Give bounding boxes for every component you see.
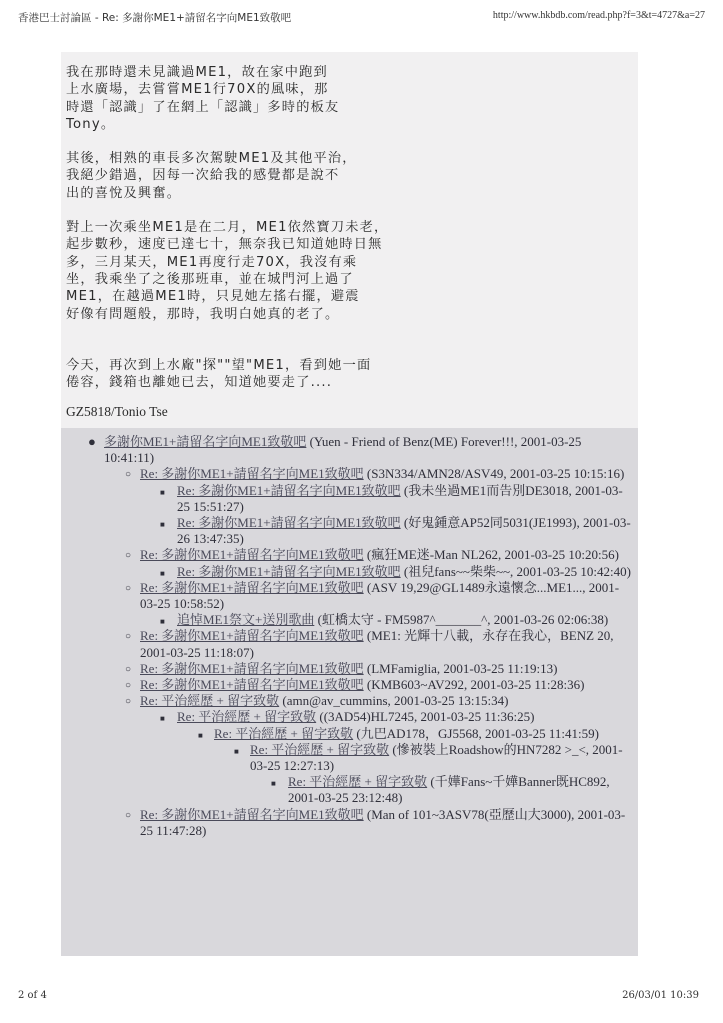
text-line: 時還「認識」了在網上「認識」多時的板友 <box>66 99 340 115</box>
thread-post-link[interactable]: Re: 多謝你ME1+請留名字向ME1致敬吧 <box>177 482 401 498</box>
thread-item <box>61 726 631 742</box>
thread-post-author-date: (ASV 19,29@GL1489永遠懷念...ME1..., 2001-03-25 10:58:52) <box>140 579 620 612</box>
thread-post-author-date: (KMB603~AV292, 2001-03-25 11:28:36) <box>366 677 585 693</box>
text-line: 倦容，錢箱也離她已去，知道她要走了.... <box>66 375 333 391</box>
thread-post-link[interactable]: Re: 平治經歷 + 留字致敬 <box>288 774 428 790</box>
print-datetime: 26/03/01 10:39 <box>622 990 699 1001</box>
thread-list <box>61 434 631 839</box>
thread-item <box>61 580 631 612</box>
thread-item <box>61 434 631 466</box>
text-line: 今天，再次到上水廠"探""望"ME1，看到她一面 <box>66 357 372 373</box>
thread-post-link[interactable]: 多謝你ME1+請留名字向ME1致敬吧 <box>104 434 307 449</box>
circle-bullet-icon: ○ <box>125 550 132 562</box>
thread-item <box>61 564 631 580</box>
paragraph-2 <box>66 150 486 202</box>
thread-post-link[interactable]: Re: 多謝你ME1+請留名字向ME1致敬吧 <box>140 547 364 563</box>
thread-post-author-date: (九巴AD178，GJ5568, 2001-03-25 11:41:59) <box>356 725 599 741</box>
text-line: 起步數秒，速度已達七十，無奈我已知道她時日無 <box>66 237 383 253</box>
text-line: 其後，相熟的車長多次駕駛ME1及其他平治， <box>66 151 357 167</box>
page-header-title: 香港巴士討論區 - Re: 多謝你ME1+請留名字向ME1致敬吧 <box>18 12 292 24</box>
thread-post-link[interactable]: Re: 多謝你ME1+請留名字向ME1致敬吧 <box>140 466 364 482</box>
thread-item <box>61 612 631 628</box>
text-line: 好像有問題般，那時，我明白她真的老了。 <box>66 306 340 322</box>
thread-item <box>61 628 631 660</box>
thread-post-link[interactable]: Re: 多謝你ME1+請留名字向ME1致敬吧 <box>140 628 364 644</box>
square-bullet-icon: ■ <box>234 746 239 756</box>
thread-post-author-date: (虹橋太守 - FM5987^_______^, 2001-03-26 02:06:38) <box>317 612 609 628</box>
thread-item <box>61 693 631 709</box>
thread-post-author-date: (祖兒fans~~柴柴~~, 2001-03-25 10:42:40) <box>403 563 631 579</box>
text-line: ME1，在越過ME1時，只見她左搖右擺，避震 <box>66 289 360 305</box>
thread-post-author-date: (好鬼鍾意AP52同5031(JE1993), 2001-03-26 13:47:35) <box>177 515 631 547</box>
thread-post-author-date: (ME1: 光輝十八載，永存在我心，BENZ 20, 2001-03-25 11:18:07) <box>140 628 614 660</box>
text-line: 對上一次乘坐ME1是在二月，ME1依然寶刀未老， <box>66 220 389 236</box>
square-bullet-icon: ■ <box>198 730 203 740</box>
thread-post-link[interactable]: Re: 多謝你ME1+請留名字向ME1致敬吧 <box>177 515 401 531</box>
thread-post-link[interactable]: Re: 多謝你ME1+請留名字向ME1致敬吧 <box>140 660 364 676</box>
thread-post-link[interactable]: Re: 平治經歷 + 留字致敬 <box>140 693 280 709</box>
thread-item <box>61 807 631 839</box>
thread-item <box>61 515 631 547</box>
thread-post-author-date: (S3N334/AMN28/ASV49, 2001-03-25 10:15:16) <box>366 466 625 482</box>
circle-bullet-icon: ○ <box>125 696 132 708</box>
thread-post-author-date: (amn@av_cummins, 2001-03-25 13:15:34) <box>282 693 509 709</box>
square-bullet-icon: ■ <box>160 487 165 497</box>
thread-item <box>61 483 631 515</box>
square-bullet-icon: ■ <box>160 520 165 530</box>
thread-post-link[interactable]: Re: 多謝你ME1+請留名字向ME1致敬吧 <box>140 677 364 693</box>
text-line: Tony。 <box>66 116 116 132</box>
thread-post-author-date: (瘋狂ME迷-Man NL262, 2001-03-25 10:20:56) <box>366 547 619 563</box>
circle-bullet-icon: ○ <box>125 469 132 481</box>
thread-post-link[interactable]: Re: 平治經歷 + 留字致敬 <box>177 709 317 725</box>
text-line: 我在那時還未見識過ME1，故在家中跑到 <box>66 65 328 80</box>
text-line: 出的喜悅及興奮。 <box>66 185 182 201</box>
circle-bullet-icon: ○ <box>125 680 132 692</box>
text-line: 我絕少錯過，因每一次給我的感覺都是說不 <box>66 168 340 184</box>
circle-bullet-icon: ○ <box>125 663 132 675</box>
disc-bullet-icon: ● <box>88 434 96 449</box>
thread-post-link[interactable]: Re: 多謝你ME1+請留名字向ME1致敬吧 <box>140 579 364 595</box>
thread-post-author-date: (Yuen - Friend of Benz(ME) Forever!!!, 2001-03-25 10:41:11) <box>104 434 582 466</box>
square-bullet-icon: ■ <box>160 617 165 627</box>
paragraph-1 <box>66 64 486 133</box>
page-header-url[interactable]: http://www.hkbdb.com/read.php?f=3&t=4727&a=27 <box>492 10 705 21</box>
thread-post-link[interactable]: Re: 平治經歷 + 留字致敬 <box>214 725 354 741</box>
post-signature: GZ5818/Tonio Tse <box>66 404 168 419</box>
thread-item <box>61 661 631 677</box>
paragraph-4 <box>66 357 486 392</box>
square-bullet-icon: ■ <box>160 568 165 578</box>
text-line: 坐，我乘坐了之後那班車，並在城門河上過了 <box>66 271 354 287</box>
post-body <box>66 64 486 391</box>
thread-post-author-date: (LMFamiglia, 2001-03-25 11:19:13) <box>366 660 558 676</box>
thread-post-author-date: (我未坐過ME1而告別DE3018, 2001-03-25 15:51:27) <box>177 482 623 514</box>
circle-bullet-icon: ○ <box>125 631 132 643</box>
thread-post-author-date: (Man of 101~3ASV78(亞歷山大3000), 2001-03-25 11:47:28) <box>140 806 626 838</box>
thread-item <box>61 774 631 806</box>
thread-post-link[interactable]: Re: 平治經歷 + 留字致敬 <box>250 741 390 757</box>
page-number: 2 of 4 <box>18 990 47 1001</box>
thread-item <box>61 677 631 693</box>
square-bullet-icon: ■ <box>271 779 276 789</box>
thread-post-link[interactable]: Re: 多謝你ME1+請留名字向ME1致敬吧 <box>177 563 401 579</box>
thread-item <box>61 709 631 725</box>
circle-bullet-icon: ○ <box>125 582 132 594</box>
square-bullet-icon: ■ <box>160 714 165 724</box>
thread-item <box>61 466 631 482</box>
circle-bullet-icon: ○ <box>125 809 132 821</box>
thread-post-author-date: (千嬅Fans~千嬅Banner既HC892, 2001-03-25 23:12:48) <box>288 774 610 806</box>
text-line: 上水廣場，去嘗嘗ME1行70X的風味，那 <box>66 82 329 98</box>
thread-item <box>61 742 631 774</box>
thread-post-link[interactable]: 追悼ME1祭文+送別歌曲 <box>177 612 315 628</box>
paragraph-3 <box>66 219 486 323</box>
thread-post-author-date: (慘被裝上Roadshow的HN7282 >_<, 2001-03-25 12:27:13) <box>250 741 623 774</box>
thread-post-author-date: ((3AD54)HL7245, 2001-03-25 11:36:25) <box>319 709 535 725</box>
thread-item <box>61 547 631 563</box>
text-line: 多，三月某天，ME1再度行走70X，我沒有乘 <box>66 254 358 270</box>
thread-post-link[interactable]: Re: 多謝你ME1+請留名字向ME1致敬吧 <box>140 806 364 822</box>
